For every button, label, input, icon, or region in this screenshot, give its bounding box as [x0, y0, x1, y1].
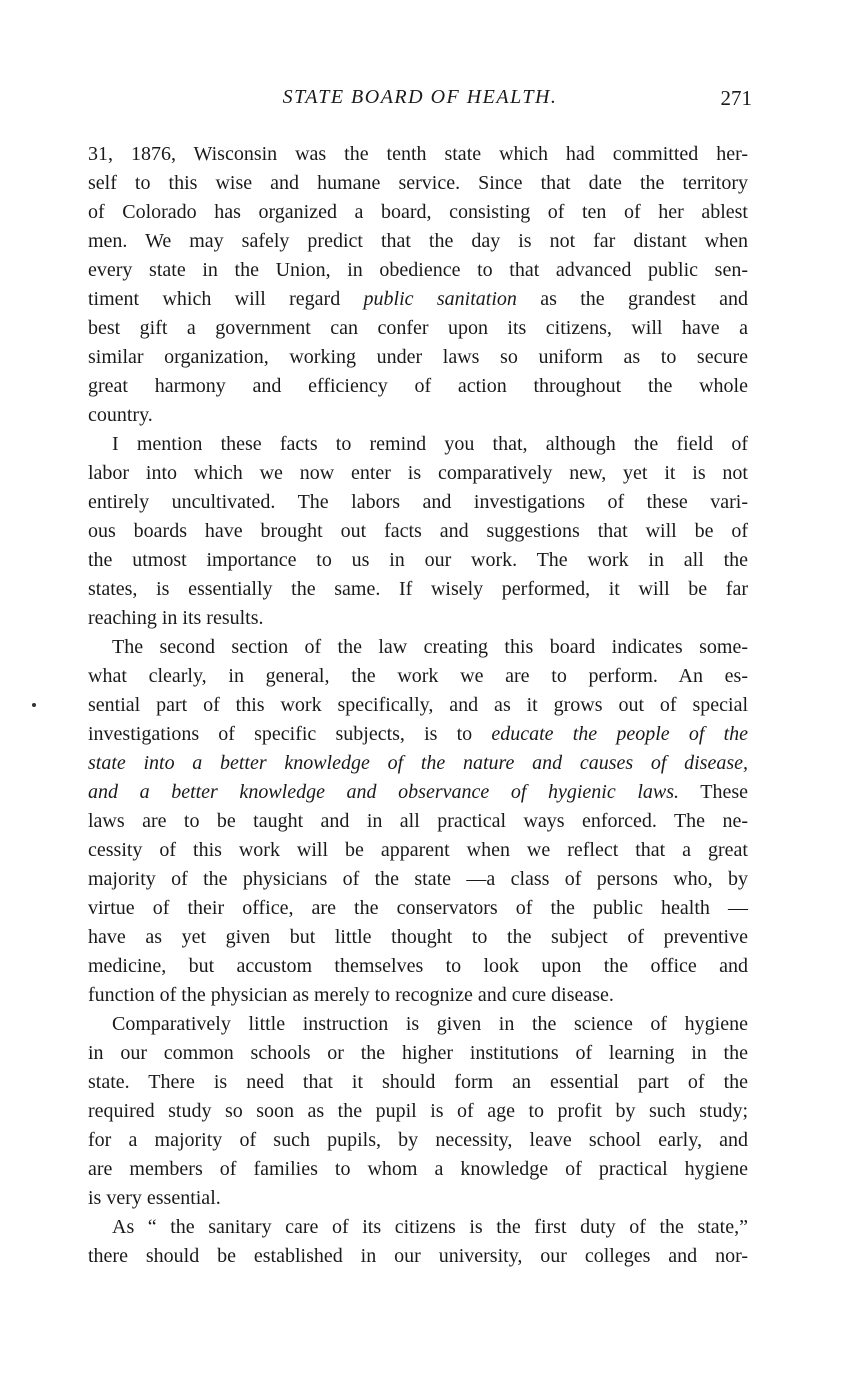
paragraph-4	[88, 1010, 748, 1213]
text-line: what clearly, in general, the work we are to perform. An es-	[88, 665, 748, 687]
paragraph-2	[88, 430, 748, 633]
margin-ink-dot	[32, 703, 36, 707]
text-line: Comparatively little instruction is given in the science of hygiene	[112, 1013, 748, 1035]
text-line: the utmost importance to us in our work. The work in all the	[88, 549, 748, 571]
text-line: of Colorado has organized a board, consisting of ten of her ablest	[88, 201, 748, 223]
text-line: state. There is need that it should form an essential part of the	[88, 1071, 748, 1093]
paragraph-3	[88, 633, 748, 1010]
text-line: required study so soon as the pupil is of age to profit by such study;	[88, 1100, 748, 1122]
text-line: entirely uncultivated. The labors and investigations of these vari-	[88, 491, 748, 513]
page-number: 271	[720, 86, 752, 110]
emphasis: state into a better knowledge of the nature and causes of disease,	[88, 752, 748, 774]
text-line: sential part of this work specifically, and as it grows out of special	[88, 694, 748, 716]
paragraph-1	[88, 140, 748, 430]
text-line: 31, 1876, Wisconsin was the tenth state which had committed her-	[88, 143, 748, 165]
text-line: similar organization, working under laws so uniform as to secure	[88, 346, 748, 368]
text-line: and a better knowledge and observance of hygienic laws. These	[88, 781, 748, 803]
text-line: is very essential.	[88, 1187, 221, 1209]
text-line: virtue of their office, are the conservators of the public health —	[88, 897, 748, 919]
text-line: The second section of the law creating this board indicates some-	[112, 636, 748, 658]
text-line: there should be established in our university, our colleges and nor-	[88, 1245, 748, 1267]
page-header	[88, 86, 752, 122]
text-line: have as yet given but little thought to the subject of preventive	[88, 926, 748, 948]
text-line: every state in the Union, in obedience to that advanced public sen-	[88, 259, 748, 281]
text-line: states, is essentially the same. If wisely performed, it will be far	[88, 578, 748, 600]
running-title: STATE BOARD OF HEALTH.	[282, 86, 558, 108]
text-line: majority of the physicians of the state —a class of persons who, by	[88, 868, 748, 890]
text-line: labor into which we now enter is comparatively new, yet it is not	[88, 462, 748, 484]
text-line: investigations of specific subjects, is to educate the people of the	[88, 723, 748, 745]
text-line: for a majority of such pupils, by necessity, leave school early, and	[88, 1129, 748, 1151]
emphasis: and a better knowledge and observance of hygienic laws.	[88, 781, 679, 803]
text-line: laws are to be taught and in all practical ways enforced. The ne-	[88, 810, 748, 832]
text-line: cessity of this work will be apparent when we reflect that a great	[88, 839, 748, 861]
text-line: country.	[88, 404, 153, 426]
text-line: best gift a government can confer upon its citizens, will have a	[88, 317, 748, 339]
emphasis: public sanitation	[363, 288, 517, 310]
text-line: timent which will regard public sanitation as the grandest and	[88, 288, 748, 310]
text-line	[88, 749, 748, 778]
text-line: are members of families to whom a knowledge of practical hygiene	[88, 1158, 748, 1180]
text-line: in our common schools or the higher institutions of learning in the	[88, 1042, 748, 1064]
paragraph-5	[88, 1213, 748, 1271]
text-line: function of the physician as merely to recognize and cure disease.	[88, 984, 614, 1006]
text-line: men. We may safely predict that the day is not far distant when	[88, 230, 748, 252]
body-text	[88, 140, 748, 1271]
text-line: ous boards have brought out facts and suggestions that will be of	[88, 520, 748, 542]
text-line: great harmony and efficiency of action throughout the whole	[88, 375, 748, 397]
emphasis: educate the people of the	[491, 723, 748, 745]
text-line: self to this wise and humane service. Since that date the territory	[88, 172, 748, 194]
text-line: I mention these facts to remind you that, although the field of	[112, 433, 748, 455]
text-line: medicine, but accustom themselves to look upon the office and	[88, 955, 748, 977]
text-line: As “ the sanitary care of its citizens is the first duty of the state,”	[112, 1216, 748, 1238]
text-line: reaching in its results.	[88, 607, 264, 629]
